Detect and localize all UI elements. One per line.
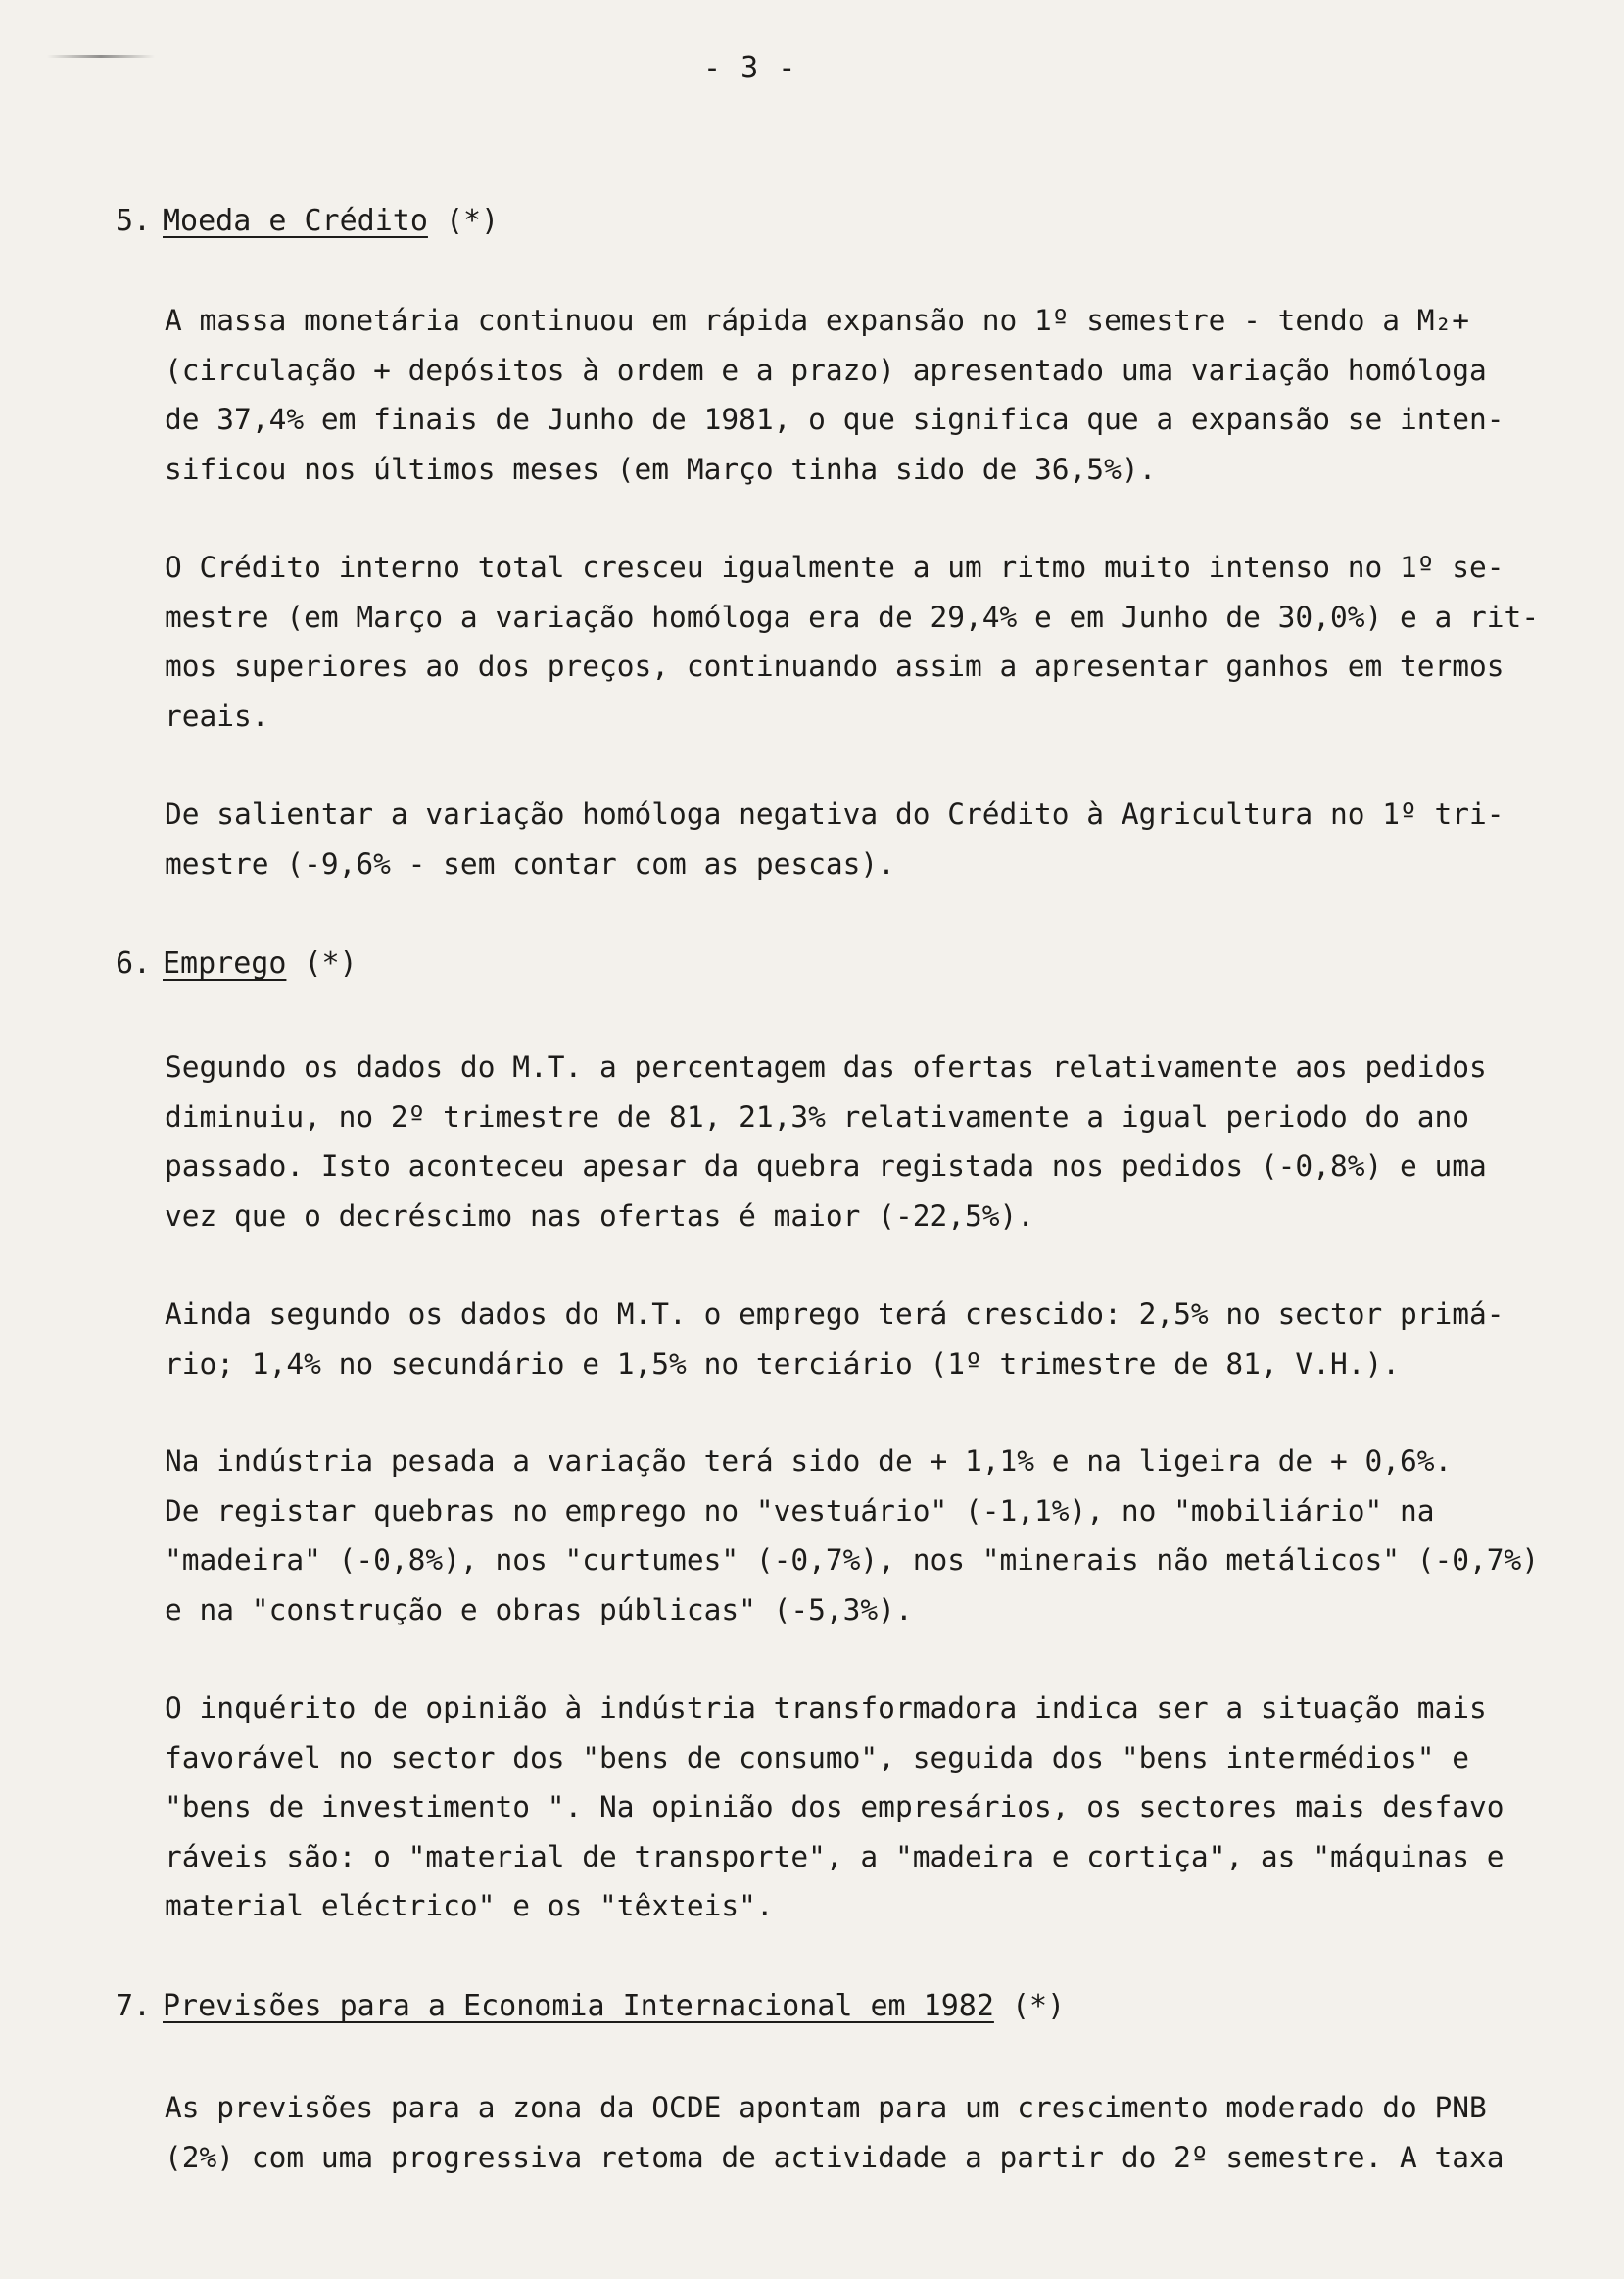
text-line: favorável no sector dos "bens de consumo", seguida dos "bens intermédios" e: [165, 1740, 1470, 1774]
text-line: e na "construção e obras públicas" (-5,3%).: [165, 1592, 913, 1626]
text-line: "madeira" (-0,8%), nos "curtumes" (-0,7%), nos "minerais não metálicos" (-0,7%): [165, 1543, 1540, 1576]
text-line: de 37,4% em finais de Junho de 1981, o que significa que a expansão se inten-: [165, 403, 1505, 436]
paragraph: [165, 1043, 1487, 1240]
text-line: (circulação + depósitos à ordem e a prazo) apresentado uma variação homóloga: [165, 353, 1487, 387]
scan-mark: [47, 55, 155, 58]
text-line: diminuiu, no 2º trimestre de 81, 21,3% relativamente a igual periodo do ano: [165, 1099, 1470, 1134]
section-title: Emprego: [163, 946, 287, 981]
text-line: material eléctrico" e os "têxteis".: [165, 1889, 774, 1922]
paragraph: [165, 1683, 1505, 1931]
paragraph: [165, 2083, 1505, 2182]
section-note: (*): [286, 946, 358, 981]
text-line: passado. Isto aconteceu apesar da quebra registada nos pedidos (-0,8%) e uma: [165, 1149, 1487, 1183]
text-line: A massa monetária continuou em rápida expansão no 1º semestre - tendo a M₂+: [165, 304, 1470, 337]
paragraph: [165, 1289, 1505, 1388]
text-line: rio; 1,4% no secundário e 1,5% no terciário (1º trimestre de 81, V.H.).: [165, 1346, 1400, 1381]
section-note: (*): [427, 204, 500, 238]
section-heading-previsoes: [116, 1989, 1065, 2023]
text-line: De registar quebras no emprego no "vestuário" (-1,1%), no "mobiliário" na: [165, 1493, 1435, 1527]
text-line: sificou nos últimos meses (em Março tinha sido de 36,5%).: [165, 452, 1157, 486]
paragraph: [165, 790, 1505, 889]
text-line: mestre (-9,6% - sem contar com as pescas).: [165, 847, 895, 881]
text-line: mestre (em Março a variação homóloga era de 29,4% e em Junho de 30,0%) e a rit-: [165, 600, 1540, 634]
text-line: Ainda segundo os dados do M.T. o emprego terá crescido: 2,5% no sector primá-: [165, 1297, 1505, 1331]
text-line: Segundo os dados do M.T. a percentagem das ofertas relativamente aos pedidos: [165, 1050, 1487, 1084]
paragraph: [165, 1436, 1540, 1634]
text-line: O inquérito de opinião à indústria transformadora indica ser a situação mais: [165, 1691, 1487, 1724]
text-line: As previsões para a zona da OCDE apontam para um crescimento moderado do PNB: [165, 2091, 1487, 2124]
section-number: 7.: [116, 1989, 152, 2023]
text-line: ráveis são: o "material de transporte", a "madeira e cortiça", as "máquinas e: [165, 1839, 1505, 1873]
section-title: Previsões para a Economia Internacional em 1982: [163, 1989, 994, 2023]
text-line: reais.: [165, 699, 269, 733]
section-heading-moeda-credito: [116, 204, 499, 238]
section-note: (*): [993, 1989, 1066, 2023]
text-line: mos superiores ao dos preços, continuando assim a apresentar ganhos em termos: [165, 650, 1505, 683]
section-heading-emprego: [116, 946, 358, 981]
text-line: De salientar a variação homóloga negativa do Crédito à Agricultura no 1º tri-: [165, 798, 1505, 831]
section-title: Moeda e Crédito: [163, 204, 428, 238]
paragraph: [165, 543, 1540, 741]
text-line: vez que o decréscimo nas ofertas é maior (-22,5%).: [165, 1198, 1035, 1233]
text-line: (2%) com uma progressiva retoma de actividade a partir do 2º semestre. A taxa: [165, 2140, 1505, 2174]
text-line: Na indústria pesada a variação terá sido de + 1,1% e na ligeira de + 0,6%.: [165, 1444, 1453, 1478]
paragraph: [165, 296, 1505, 494]
section-number: 6.: [116, 946, 152, 981]
section-number: 5.: [116, 204, 152, 238]
page-number: - 3 -: [703, 51, 797, 85]
text-line: O Crédito interno total cresceu igualmente a um ritmo muito intenso no 1º se-: [165, 551, 1505, 584]
text-line: "bens de investimento ". Na opinião dos empresários, os sectores mais desfavo: [165, 1790, 1505, 1823]
